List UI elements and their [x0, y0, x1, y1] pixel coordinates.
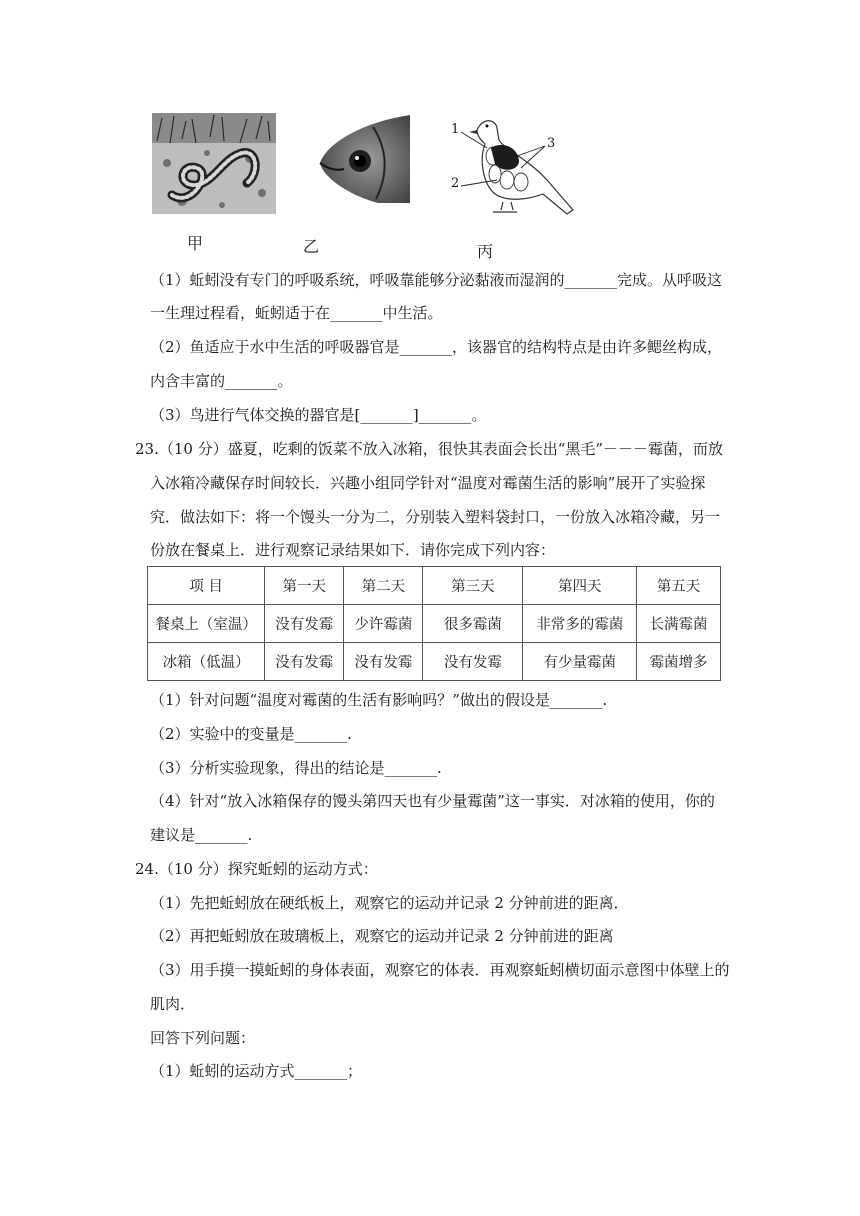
table-header-cell: 项 目: [148, 567, 265, 605]
q23-part1: （1）针对问题“温度对霉菌的生活有影响吗？”做出的假设是_______.: [150, 691, 608, 709]
table-header-cell: 第三天: [423, 567, 523, 605]
table-header-cell: 第五天: [637, 567, 721, 605]
caption-jia: 甲: [187, 234, 204, 253]
q24-step2: （2）再把蚯蚓放在玻璃板上，观察它的运动并记录 2 分钟前进的距离: [150, 927, 614, 945]
table-header-cell: 第一天: [265, 567, 344, 605]
fish-head-image: [318, 115, 410, 203]
table-row: [148, 605, 721, 643]
observation-table: [147, 566, 721, 681]
q23-part4-line2: 建议是_______.: [150, 826, 253, 844]
q22-part2-line1: （2）鱼适应于水中生活的呼吸器官是_______，该器官的结构特点是由许多鳃丝构成，: [150, 338, 723, 356]
table-cell: 很多霉菌: [423, 605, 523, 643]
table-cell: 有少量霉菌: [523, 643, 637, 681]
q22-part3: （3）鸟进行气体交换的器官是[_______]_______。: [150, 406, 487, 424]
q24-part1: （1）蚯蚓的运动方式_______；: [150, 1062, 363, 1080]
q24-answer-prompt: 回答下列问题：: [150, 1029, 256, 1047]
q22-part2-line2: 内含丰富的_______。: [150, 372, 293, 390]
table-cell: 餐桌上（室温）: [148, 605, 265, 643]
q24-step3-line1: （3）用手摸一摸蚯蚓的身体表面，观察它的体表．再观察蚯蚓横切面示意图中体壁上的: [150, 961, 730, 979]
table-cell: 霉菌增多: [637, 643, 721, 681]
bird-label-1: 1: [451, 122, 460, 137]
q23-stem-line2: 入冰箱冷藏保存时间较长．兴趣小组同学针对“温度对霉菌生活的影响”展开了实验探: [150, 474, 706, 492]
q23-stem-line1: 23.（10 分）盛夏，吃剩的饭菜不放入冰箱，很快其表面会长出“黑毛”－－－霉菌，而放: [135, 440, 724, 458]
table-header-cell: 第四天: [523, 567, 637, 605]
q24-step1: （1）先把蚯蚓放在硬纸板上，观察它的运动并记录 2 分钟前进的距离．: [150, 894, 629, 912]
table-cell: 没有发霉: [344, 643, 423, 681]
table-cell: 长满霉菌: [637, 605, 721, 643]
q23-part2: （2）实验中的变量是_______.: [150, 725, 352, 743]
caption-yi: 乙: [303, 237, 320, 256]
q22-part1-line2: 一生理过程看，蚯蚓适于在_______中生活。: [150, 304, 443, 322]
bird-diagram: [447, 110, 577, 220]
table-header-cell: 第二天: [344, 567, 423, 605]
table-row: [148, 643, 721, 681]
table-cell: 冰箱（低温）: [148, 643, 265, 681]
q24-step3-line2: 肌肉．: [150, 995, 196, 1013]
q24-stem: 24.（10 分）探究蚯蚓的运动方式：: [135, 860, 378, 878]
table-cell: 非常多的霉菌: [523, 605, 637, 643]
table-header-row: [148, 567, 721, 605]
q23-stem-line3: 究．做法如下：将一个馒头一分为二，分别装入塑料袋封口，一份放入冰箱冷藏，另一: [150, 508, 721, 526]
q22-part1-line1: （1）蚯蚓没有专门的呼吸系统，呼吸靠能够分泌黏液而湿润的_______完成。从呼吸这: [150, 271, 723, 289]
q23-part3: （3）分析实验现象，得出的结论是_______.: [150, 759, 442, 777]
table-cell: 没有发霉: [423, 643, 523, 681]
caption-bing: 丙: [477, 242, 494, 261]
q23-part4-line1: （4）针对“放入冰箱保存的馒头第四天也有少量霉菌”这一事实．对冰箱的使用，你的: [150, 792, 715, 810]
bird-label-2: 2: [451, 176, 460, 191]
bird-label-3: 3: [547, 136, 556, 151]
q23-stem-line4: 份放在餐桌上．进行观察记录结果如下．请你完成下列内容：: [150, 541, 556, 559]
table-cell: 没有发霉: [265, 643, 344, 681]
table-cell: 没有发霉: [265, 605, 344, 643]
earthworm-image: [152, 113, 276, 214]
table-cell: 少许霉菌: [344, 605, 423, 643]
